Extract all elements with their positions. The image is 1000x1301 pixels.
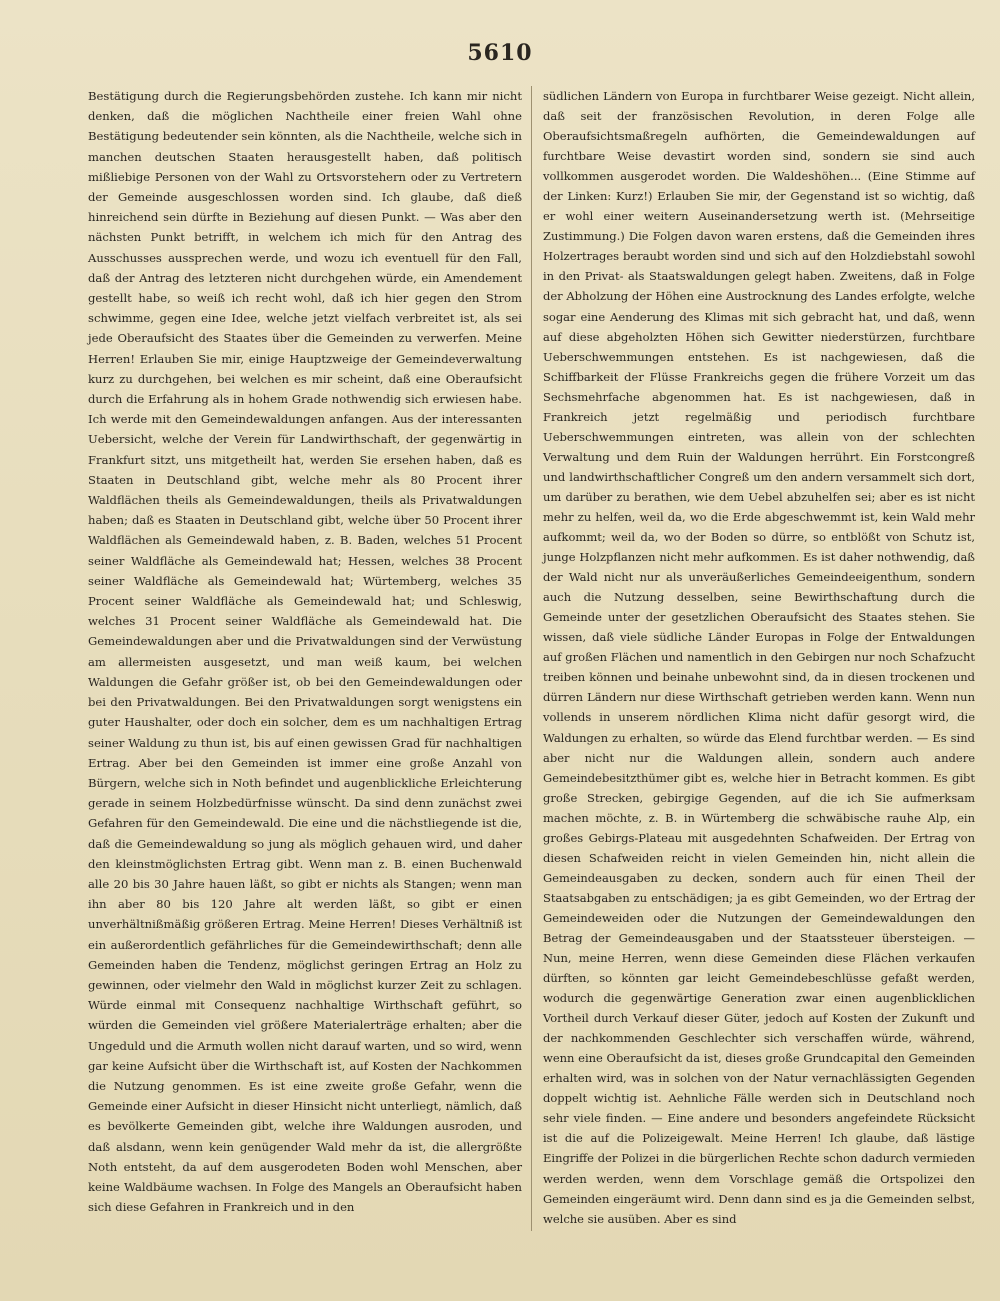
right-column-text: südlichen Ländern von Europa in furchtbarer Weise gezeigt. Nicht allein, daß seit der französischen Revolution, in deren Folge alle Oberaufsichtsmaßregeln aufhörten, die Gemeindewaldungen auf furchtbare Weise devastirt worden sind, sondern sie sind auch vollkommen ausgerodet worden. Die Waldeshöhen... (Eine Stimme auf der Linken: Kurz!) Erlauben Sie mir, der Gegenstand ist so wichtig, daß er wohl einer weitern Auseinandersetzung werth ist. (Mehrseitige Zustimmung.) Die Folgen davon waren erstens, daß die Gemeinden ihres Holzertrages beraubt worden sind und sich auf den Holzdiebstahl sowohl in den Privat- als Staatswaldungen gelegt haben. Zweitens, daß in Folge der Abholzung der Höhen eine Austrocknung des Landes erfolgte, welche sogar eine Aenderung des Klimas mit sich gebracht hat, und daß, wenn auf diese abgeholzten Höhen sich Gewitter niederstürzen, furchtbare Ueberschwemmungen entstehen. Es ist nachgewiesen, daß die Schiffbarkeit der Flüsse Frankreichs gegen die frühere Vorzeit um das Sechsmehrfache abgenommen hat. Es ist nachgewiesen, daß in Frankreich jetzt regelmäßig und periodisch furchtbare Ueberschwemmungen eintreten, was allein von der schlechten Verwaltung und dem Ruin der Waldungen herrührt. Ein Forstcongreß und landwirthschaftlicher Congreß um den andern versammelt sich dort, um darüber zu berathen, wie dem Uebel abzuhelfen sei; aber es ist nicht mehr zu helfen, weil da, wo die Erde abgeschwemmt ist, kein Wald mehr aufkommt; weil da, wo der Boden so dürre, so entblößt von Schutz ist, junge Holzpflanzen nicht mehr aufkommen. Es ist daher nothwendig, daß der Wald nicht nur als unveräußerliches Gemeindeeigenthum, sondern auch die Nutzung desselben, seine Bewirthschaftung durch die Gemeinde unter der gesetzlichen Oberaufsicht des Staates stehen. Sie wissen, daß viele südliche Länder Europas in Folge der Entwaldungen auf großen Flächen und namentlich in den Gebirgen nur noch Schafzucht treiben können und beinahe unbewohnt sind, da in diesen trockenen und dürren Ländern nur diese Wirthschaft getrieben werden kann. Wenn nun vollends in unserem nördlichen Klima nicht dafür gesorgt wird, die Waldungen zu erhalten, so würde das Elend furchtbar werden. — Es sind aber nicht nur die Waldungen allein, sondern auch andere Gemeindebesitzthümer gibt es, welche hier in Betracht kommen. Es gibt große Strecken, gebirgige Gegenden, auf die ich Sie aufmerksam machen möchte, z. B. in Würtemberg die schwäbische rauhe Alp, ein großes Gebirgs-Plateau mit ausgedehnten Schafweiden. Der Ertrag von diesen Schafweiden reicht in vielen Gemeinden hin, nicht allein die Gemeindeausgaben zu decken, sondern auch für einen Theil der Staatsabgaben zu entschädigen; ja es gibt Gemeinden, wo der Ertrag der Gemeindeweiden oder die Nutzungen der Gemeindewaldungen den Betrag der Gemeindeausgaben und der Staatssteuer übersteigen. — Nun, meine Herren, wenn diese Gemeinden diese Flächen verkaufen dürften, so könnten gar leicht Gemeindebeschlüsse gefaßt werden, wodurch die gegenwärtige Generation zwar einen augenblicklichen Vortheil durch Verkauf dieser Güter, jedoch auf Kosten der Zukunft und der nachkommenden Geschlechter sich verschaffen würde, während, wenn eine Oberaufsicht da ist, dieses große Grundcapital den Gemeinden erhalten wird, was in solchen von der Natur vernachlässigten Gegenden doppelt wichtig ist. Aehnliche Fälle werden sich in Deutschland noch sehr viele finden. — Eine andere und besonders angefeindete Rücksicht ist die auf die Polizeigewalt. Meine Herren! Ich glaube, daß lästige Eingriffe der Polizei in die bürgerlichen Rechte schon dadurch vermieden werden werden, wenn dem Vorschlage gemäß die Ortspolizei den Gemeinden eingeräumt wird. Denn dann sind es ja die Gemeinden selbst, welche sie ausüben. Aber es sind [543,89,975,1226]
right-column [543,86,975,1229]
left-column [88,86,522,1217]
column-divider [531,86,532,1231]
page-number: 5610 [467,40,533,66]
left-column-text: Bestätigung durch die Regierungsbehörden zustehe. Ich kann mir nicht denken, daß die möglichen Nachtheile einer freien Wahl ohne Bestätigung bedeutender sein könnten, als die Nachtheile, welche sich in manchen deutschen Staaten herausgestellt haben, daß politisch mißliebige Personen von der Wahl zu Ortsvorstehern oder zu Vertretern der Gemeinde ausgeschlossen worden sind. Ich glaube, daß dieß hinreichend sein dürfte in Beziehung auf diesen Punkt. — Was aber den nächsten Punkt betrifft, in welchem ich mich für den Antrag des Ausschusses aussprechen werde, und wozu ich eventuell für den Fall, daß der Antrag des letzteren nicht durchgehen würde, ein Amendement gestellt habe, so weiß ich recht wohl, daß ich hier gegen den Strom schwimme, gegen eine Idee, welche jetzt vielfach verbreitet ist, als sei jede Oberaufsicht des Staates über die Gemeinden zu verwerfen. Meine Herren! Erlauben Sie mir, einige Hauptzweige der Gemeindeverwaltung kurz zu durchgehen, bei welchen es mir scheint, daß eine Oberaufsicht durch die Erfahrung als in hohem Grade nothwendig sich erwiesen habe. Ich werde mit den Gemeindewaldungen anfangen. Aus der interessanten Uebersicht, welche der Verein für Landwirthschaft, der gegenwärtig in Frankfurt sitzt, uns mitgetheilt hat, werden Sie ersehen haben, daß es Staaten in Deutschland gibt, welche mehr als 80 Procent ihrer Waldflächen theils als Gemeindewaldungen, theils als Privatwaldungen haben; daß es Staaten in Deutschland gibt, welche über 50 Procent ihrer Waldflächen als Gemeindewald haben, z. B. Baden, welches 51 Procent seiner Waldfläche als Gemeindewald hat; Hessen, welches 38 Procent seiner Waldfläche als Gemeindewald hat; Würtemberg, welches 35 Procent seiner Waldfläche als Gemeindewald hat; und Schleswig, welches 31 Procent seiner Waldfläche als Gemeindewald hat. Die Gemeindewaldungen aber und die Privatwaldungen sind der Verwüstung am allermeisten ausgesetzt, und man weiß kaum, bei welchen Waldungen die Gefahr größer ist, ob bei den Gemeindewaldungen oder bei den Privatwaldungen. Bei den Privatwaldungen sorgt wenigstens ein guter Haushalter, oder doch ein solcher, dem es um nachhaltigen Ertrag seiner Waldung zu thun ist, bis auf einen gewissen Grad für nachhaltigen Ertrag. Aber bei den Gemeinden ist immer eine große Anzahl von Bürgern, welche sich in Noth befindet und augenblickliche Erleichterung gerade in seinem Holzbedürfnisse wünscht. Da sind denn zunächst zwei Gefahren für den Gemeindewald. Die eine und die nächstliegende ist die, daß die Gemeindewaldung so jung als möglich gehauen wird, und daher den kleinstmöglichsten Ertrag gibt. Wenn man z. B. einen Buchenwald alle 20 bis 30 Jahre hauen läßt, so gibt er nichts als Stangen; wenn man ihn aber 80 bis 120 Jahre alt werden läßt, so gibt er einen unverhältnißmäßig größeren Ertrag. Meine Herren! Dieses Verhältniß ist ein außerordentlich gefährliches für die Gemeindewirthschaft; denn alle Gemeinden haben die Tendenz, möglichst geringen Ertrag an Holz zu gewinnen, oder vielmehr den Wald in möglichst kurzer Zeit zu schlagen. Würde einmal mit Consequenz nachhaltige Wirthschaft geführt, so würden die Gemeinden viel größere Materialerträge erhalten; aber die Ungeduld und die Armuth wollen nicht darauf warten, und so wird, wenn gar keine Aufsicht über die Wirthschaft ist, auf Kosten der Nachkommen die Nutzung genommen. Es ist eine zweite große Gefahr, wenn die Gemeinde einer Aufsicht in dieser Hinsicht nicht unterliegt, nämlich, daß es bevölkerte Gemeinden gibt, welche ihre Waldungen ausroden, und daß alsdann, wenn kein genügender Wald mehr da ist, die allergrößte Noth entsteht, da auf dem ausgerodeten Boden wohl Menschen, aber keine Waldbäume wachsen. In Folge des Mangels an Oberaufsicht haben sich diese Gefahren in Frankreich und in den [88,89,522,1215]
